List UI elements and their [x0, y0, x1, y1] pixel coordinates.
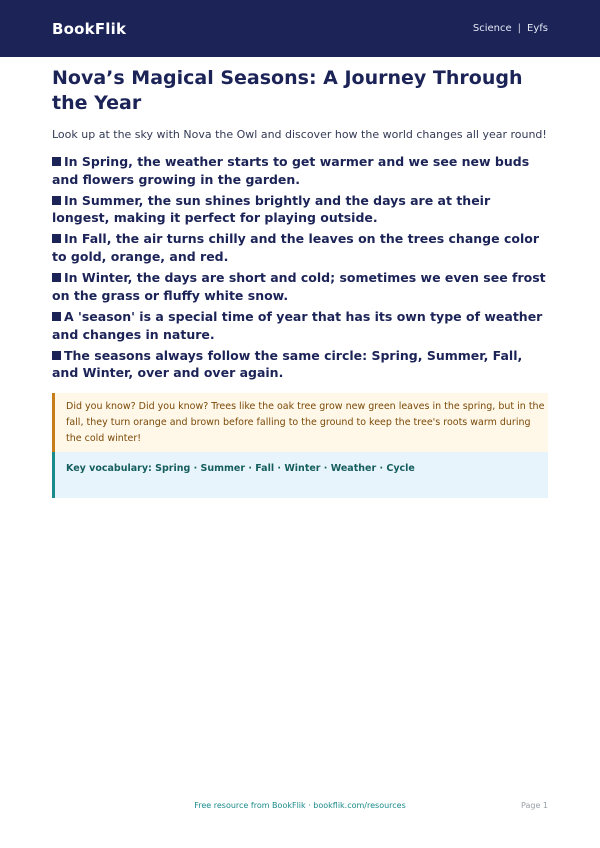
- intro-text: Look up at the sky with Nova the Owl and discover how the world changes all year round!: [52, 128, 547, 142]
- subject-label: Science: [472, 23, 512, 34]
- meta-separator: |: [517, 23, 522, 34]
- vocabulary-callout: [52, 452, 548, 497]
- fact-text: In Summer, the sun shines brightly and the days are at their longest, making it perfect for playing outside.: [52, 192, 491, 226]
- did-you-know-text: Did you know? Did you know? Trees like the oak tree grow new green leaves in the spring, but in the fall, they turn orange and brown before falling to the ground to keep the tree's roots warm during the cold winter!: [66, 401, 545, 444]
- did-you-know-callout: [52, 393, 548, 452]
- page-number: Page 1: [521, 801, 548, 810]
- fact-text: The seasons always follow the same circle: Spring, Summer, Fall, and Winter, over and over again.: [52, 347, 523, 381]
- fact-item: [52, 192, 548, 228]
- square-bullet-icon: [52, 196, 61, 205]
- fact-text: In Fall, the air turns chilly and the leaves on the trees change color to gold, orange, and red.: [52, 231, 539, 265]
- square-bullet-icon: [52, 312, 61, 321]
- page-content: [0, 66, 600, 498]
- page-header: [0, 0, 600, 57]
- page-footer: [52, 801, 548, 815]
- fact-item: [52, 308, 548, 344]
- fact-item: [52, 153, 548, 189]
- fact-text: In Winter, the days are short and cold; sometimes we even see frost on the grass or fluffy white snow.: [52, 270, 546, 303]
- page-title: Nova’s Magical Seasons: A Journey Through the Year: [52, 67, 523, 114]
- fact-item: [52, 269, 548, 305]
- footer-credit-link[interactable]: Free resource from BookFlik · bookflik.com/resources: [194, 801, 406, 810]
- fact-list: [52, 153, 548, 383]
- fact-item: [52, 230, 548, 266]
- square-bullet-icon: [52, 157, 61, 166]
- fact-text: In Spring, the weather starts to get warmer and we see new buds and flowers growing in the garden.: [52, 153, 530, 187]
- square-bullet-icon: [52, 351, 61, 360]
- square-bullet-icon: [52, 273, 61, 282]
- fact-item: [52, 347, 548, 383]
- vocabulary-text: Key vocabulary: Spring · Summer · Fall · Winter · Weather · Cycle: [66, 463, 415, 475]
- header-meta: [473, 23, 548, 34]
- level-label: Eyfs: [527, 23, 548, 34]
- brand-logo-text: BookFlik: [52, 19, 127, 38]
- fact-text: A 'season' is a special time of year that has its own type of weather and changes in nature.: [52, 308, 543, 342]
- square-bullet-icon: [52, 234, 61, 243]
